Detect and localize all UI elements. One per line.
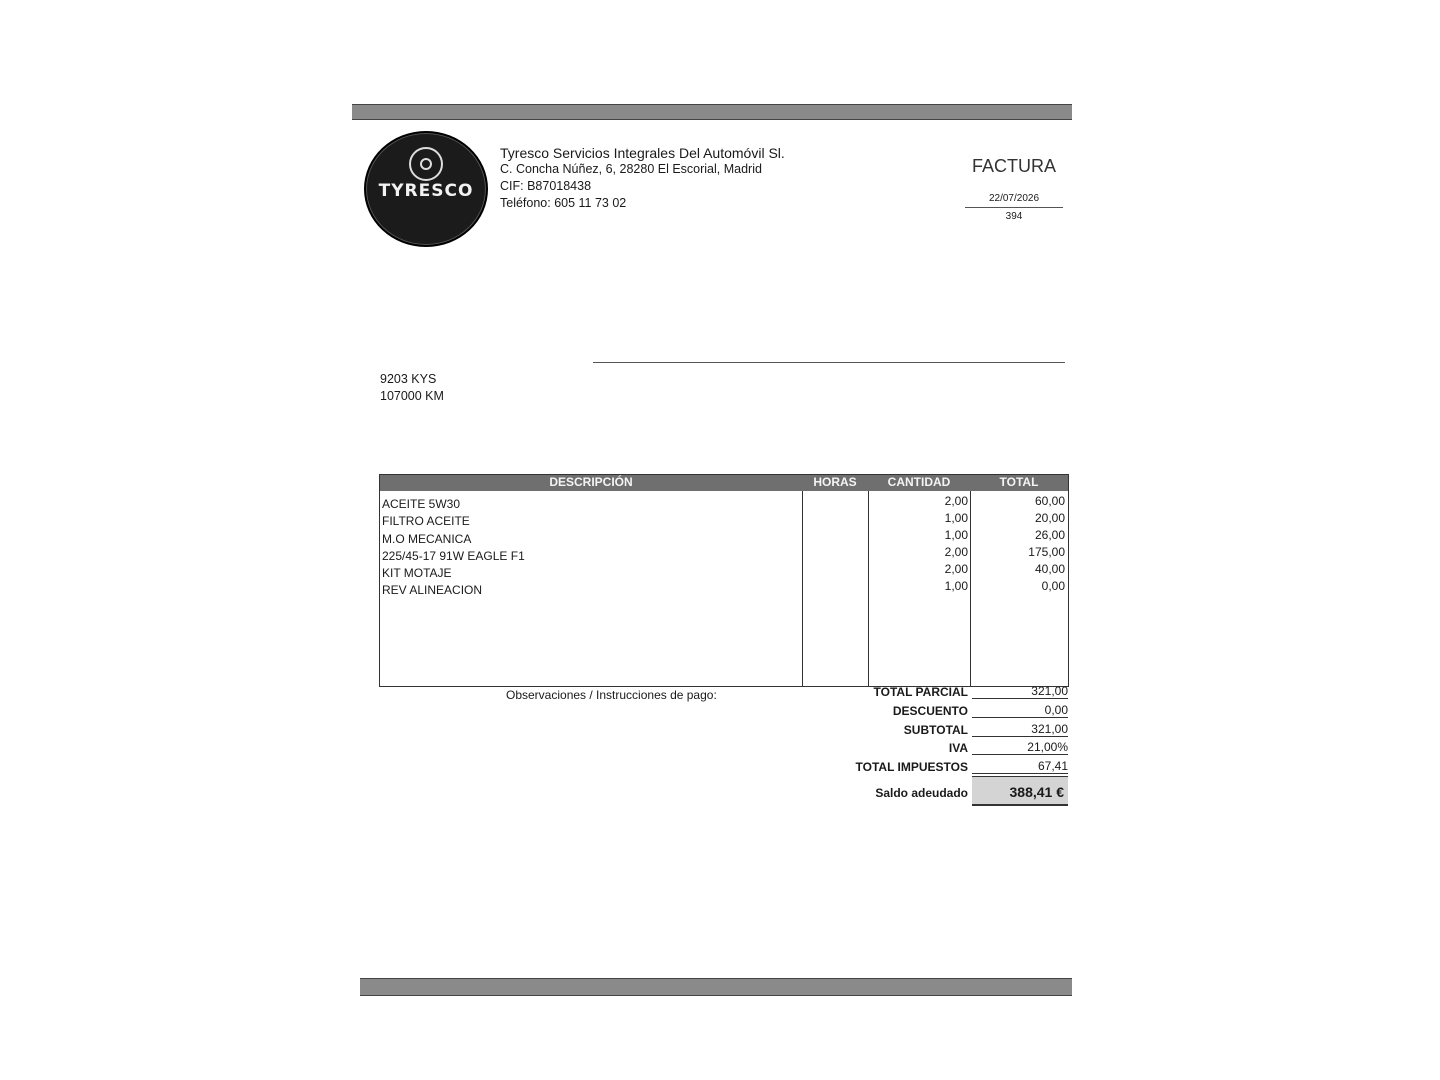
vehicle-plate: 9203 KYS (380, 372, 437, 386)
total-partial-label: TOTAL PARCIAL (873, 685, 968, 699)
row-1-quantity: 2,00 (944, 494, 968, 508)
total-taxes-value: 67,41 (972, 759, 1068, 774)
items-table (379, 474, 1069, 687)
row-2-total: 20,00 (1034, 511, 1065, 525)
company-logo (364, 131, 488, 247)
bottom-bar (360, 978, 1072, 996)
row-4-description: 225/45-17 91W EAGLE F1 (382, 549, 525, 563)
total-partial-value: 321,00 (972, 684, 1068, 699)
col-divider (868, 491, 869, 686)
client-line (593, 362, 1065, 363)
row-5-total: 40,00 (1034, 562, 1065, 576)
total-taxes-label: TOTAL IMPUESTOS (855, 760, 968, 774)
date-underline (965, 207, 1063, 208)
header-hours: HORAS (802, 475, 868, 491)
row-6-quantity: 1,00 (944, 579, 968, 593)
balance-label: Saldo adeudado (875, 786, 968, 800)
company-name: Tyresco Servicios Integrales Del Automóvil Sl. (500, 145, 785, 161)
invoice-number: 394 (1005, 211, 1023, 222)
col-divider (970, 491, 971, 686)
row-1-description: ACEITE 5W30 (382, 497, 461, 511)
row-5-description: KIT MOTAJE (382, 566, 452, 580)
top-bar (352, 104, 1072, 120)
invoice-title: FACTURA (972, 156, 1057, 176)
subtotal-label: SUBTOTAL (903, 723, 968, 737)
header-total: TOTAL (970, 475, 1068, 491)
invoice-date: 22/07/2026 (988, 193, 1040, 204)
iva-label: IVA (948, 741, 968, 755)
row-4-quantity: 2,00 (944, 545, 968, 559)
row-5-quantity: 2,00 (944, 562, 968, 576)
header-description: DESCRIPCIÓN (380, 475, 802, 491)
row-6-total: 0,00 (1041, 579, 1065, 593)
company-address: C. Concha Núñez, 6, 28280 El Escorial, Madrid (500, 162, 762, 176)
discount-label: DESCUENTO (892, 704, 968, 718)
row-2-quantity: 1,00 (944, 511, 968, 525)
row-4-total: 175,00 (1028, 545, 1065, 559)
subtotal-value: 321,00 (972, 722, 1068, 737)
iva-value: 21,00% (972, 740, 1068, 755)
wheel-icon (409, 147, 443, 181)
company-cif: CIF: B87018438 (500, 179, 592, 193)
header-quantity: CANTIDAD (868, 475, 970, 491)
row-2-description: FILTRO ACEITE (382, 514, 470, 528)
row-6-description: REV ALINEACION (382, 583, 483, 597)
row-3-total: 26,00 (1034, 528, 1065, 542)
row-1-total: 60,00 (1034, 494, 1065, 508)
discount-value: 0,00 (972, 703, 1068, 718)
notes-label: Observaciones / Instrucciones de pago: (506, 688, 717, 702)
balance-value: 388,41 € (972, 776, 1068, 806)
row-3-quantity: 1,00 (944, 528, 968, 542)
company-phone: Teléfono: 605 11 73 02 (500, 196, 627, 210)
col-divider (802, 491, 803, 686)
vehicle-km: 107000 KM (380, 389, 444, 403)
logo-text: TYRESCO (378, 181, 474, 201)
row-3-description: M.O MECANICA (382, 532, 472, 546)
